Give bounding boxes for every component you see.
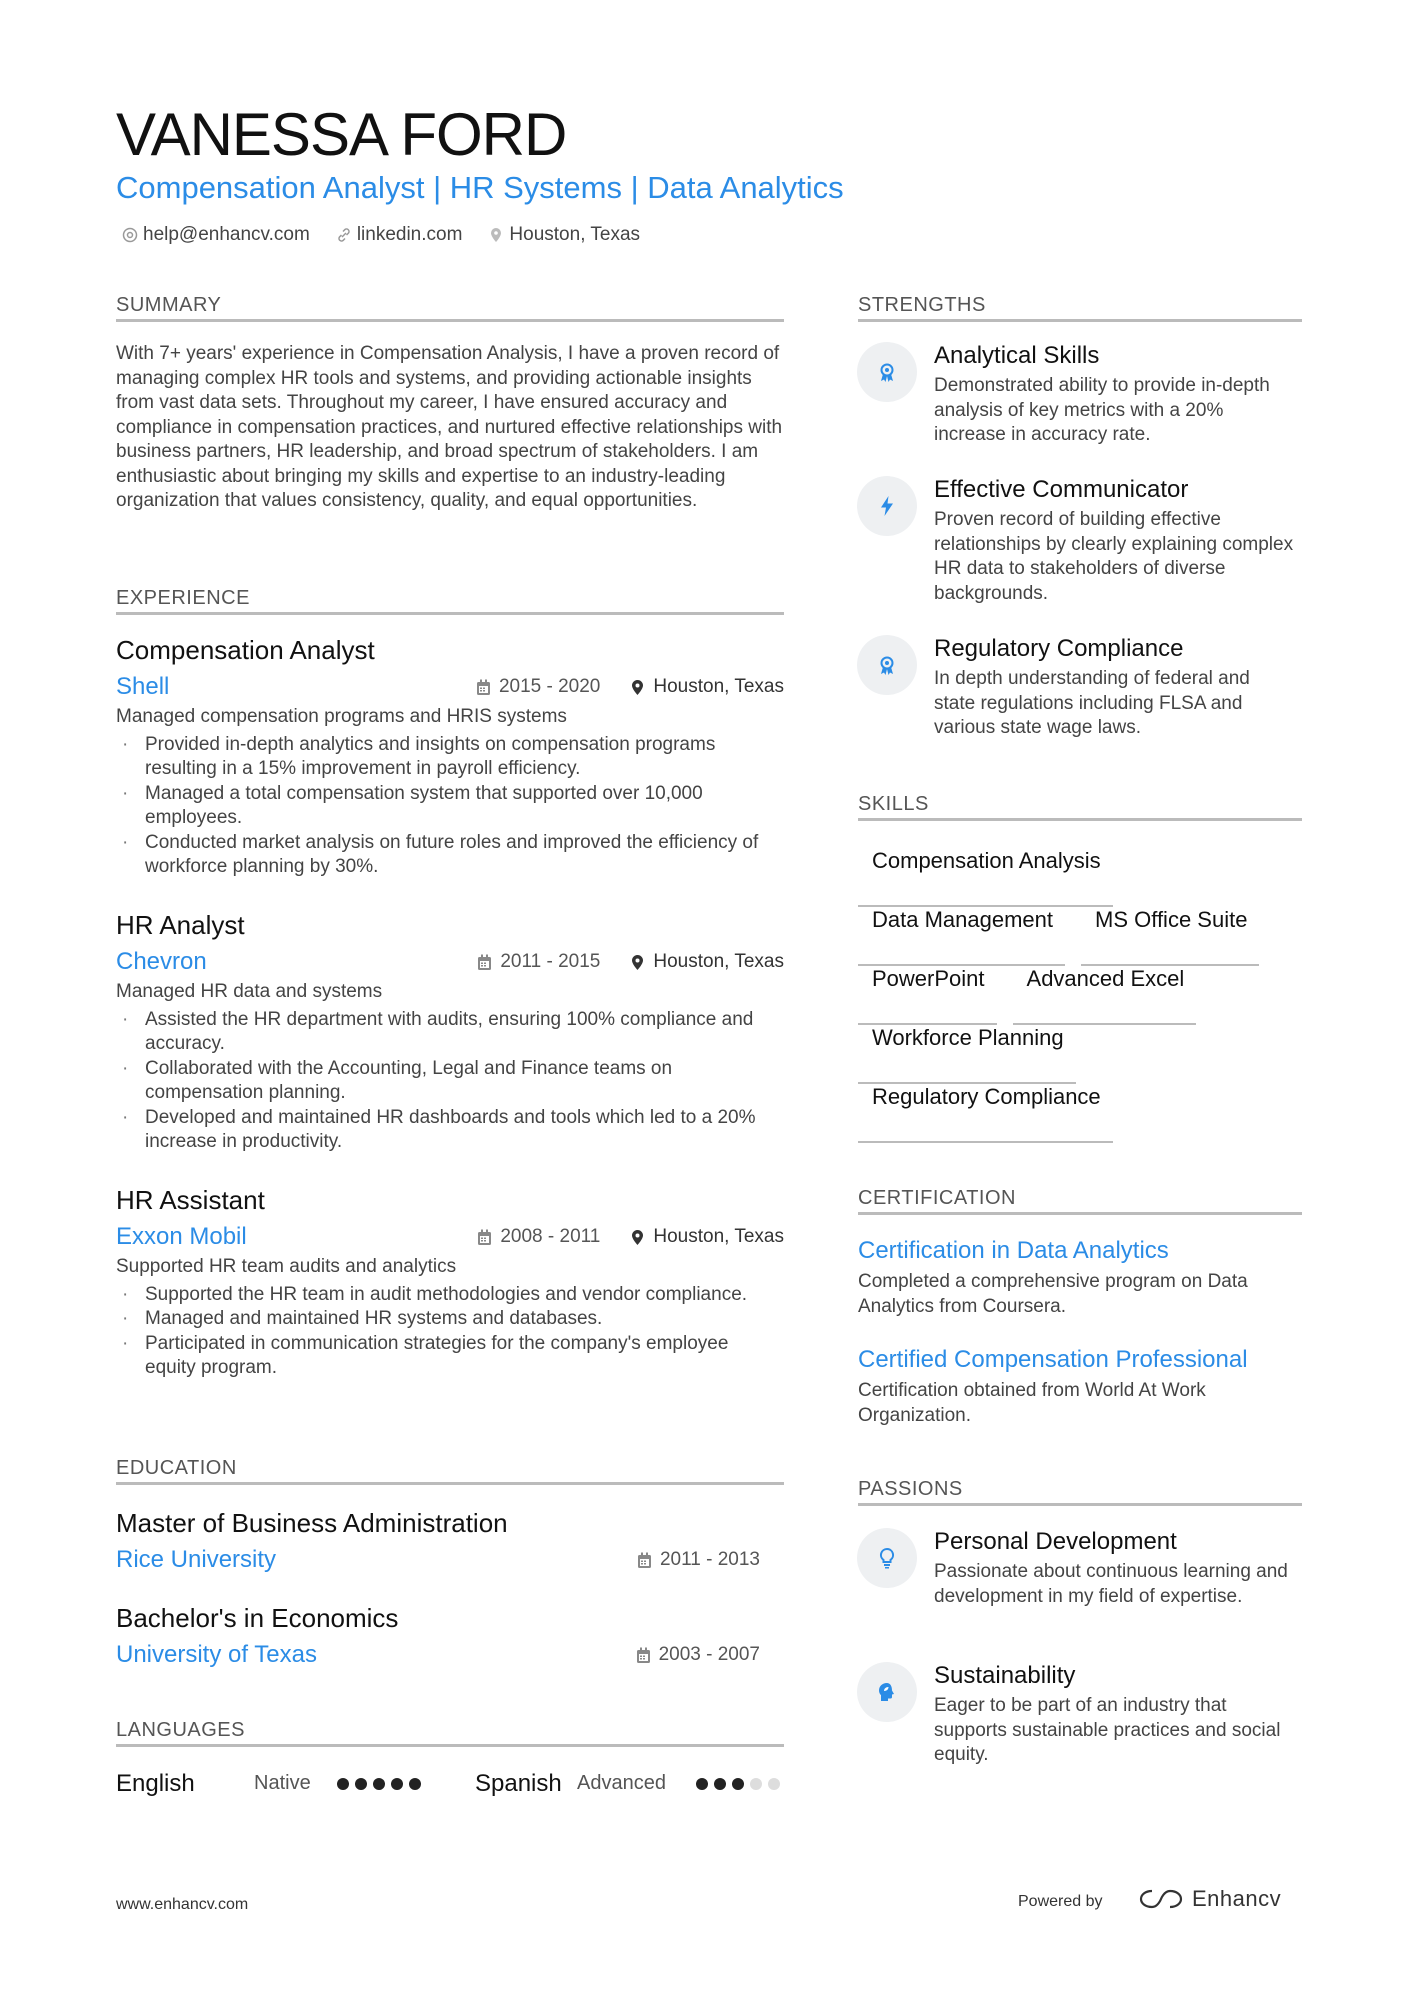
location-pin-icon [630,954,645,971]
list-item: · Assisted the HR department with audits, ensuring 100% compliance and accuracy. [116,1008,784,1057]
job-description: Managed HR data and systems [116,981,383,1002]
enhancv-logo-icon [1138,1886,1184,1912]
list-item: · Managed and maintained HR systems and databases. [116,1307,784,1332]
footer-website[interactable]: www.enhancv.com [116,1896,249,1913]
strength-text: In depth understanding of federal and state regulations including FLSA and various state wage laws. [934,668,1250,738]
language-name: Spanish [475,1770,562,1797]
job-company: Shell [116,673,170,700]
section-title-passions: PASSIONS [858,1478,1302,1506]
section-title-strengths: STRENGTHS [858,294,1302,322]
job-bullets [116,1008,784,1155]
lightbulb-icon [857,1528,917,1588]
footer-powered-by: Powered by [1018,1893,1103,1910]
link-icon [336,227,352,243]
passion-text: Eager to be part of an industry that supports sustainable practices and social equity. [934,1695,1281,1765]
strength-item [857,476,1302,606]
job-entry [116,635,784,880]
section-title-languages: LANGUAGES [116,1719,784,1747]
education-entry [116,1508,760,1575]
location-pin-icon [630,679,645,696]
passion-item [857,1528,1302,1609]
education-entry [116,1603,760,1670]
calendar-icon [476,679,491,696]
section-title-education: EDUCATION [116,1457,784,1485]
degree: Master of Business Administration [116,1508,508,1538]
job-entry [116,1185,784,1381]
skill-tag: Data Management [858,907,1065,966]
strength-title: Effective Communicator [934,476,1189,503]
proficiency-dot-filled [409,1778,421,1790]
job-role: HR Analyst [116,910,245,940]
job-role: HR Assistant [116,1185,265,1215]
list-item: · Conducted market analysis on future roles and improved the efficiency of workforce planning by 30%. [116,831,784,880]
proficiency-dot-filled [373,1778,385,1790]
passion-title: Personal Development [934,1528,1177,1555]
passion-text: Passionate about continuous learning and development in my field of expertise. [934,1561,1288,1607]
skill-tag: MS Office Suite [1081,907,1259,966]
enhancv-logo[interactable] [1138,1886,1281,1912]
at-icon [122,227,138,243]
list-item: · Participated in communication strategies for the company's employee equity program. [116,1332,784,1381]
skill-tag: Advanced Excel [1013,966,1197,1025]
proficiency-dot-filled [732,1778,744,1790]
proficiency-dot-filled [355,1778,367,1790]
school: Rice University [116,1546,277,1573]
location-text: Houston, Texas [509,224,641,245]
languages-row [116,1770,784,1800]
location-pin-icon [488,227,504,243]
section-title-certification: CERTIFICATION [858,1187,1302,1215]
proficiency-dot-filled [696,1778,708,1790]
contact-linkedin[interactable] [336,224,463,246]
calendar-icon [637,1552,652,1569]
language-proficiency-dots [337,1778,421,1790]
strength-title: Analytical Skills [934,342,1100,369]
proficiency-dot-empty [750,1778,762,1790]
job-location: Houston, Texas [630,676,784,698]
bolt-icon [857,476,917,536]
calendar-icon [477,954,492,971]
proficiency-dot-empty [768,1778,780,1790]
email-text: help@enhancv.com [143,224,310,245]
list-item: · Supported the HR team in audit methodologies and vendor compliance. [116,1283,784,1308]
certification-item [858,1346,1302,1428]
strength-text: Demonstrated ability to provide in-depth analysis of key metrics with a 20% increase in accuracy rate. [934,375,1270,445]
education-dates: 2003 - 2007 [636,1644,760,1666]
contact-location [488,224,640,246]
job-role: Compensation Analyst [116,635,375,665]
passion-title: Sustainability [934,1662,1076,1689]
proficiency-dot-filled [714,1778,726,1790]
section-title-skills: SKILLS [858,793,1302,821]
proficiency-dot-filled [337,1778,349,1790]
section-title-summary: SUMMARY [116,294,784,322]
job-dates: 2011 - 2015 [477,951,600,973]
language-level: Advanced [577,1772,666,1794]
proficiency-dot-filled [391,1778,403,1790]
language-proficiency-dots [696,1778,780,1790]
job-company: Chevron [116,948,207,975]
job-entry [116,910,784,1155]
language-name: English [116,1770,195,1797]
skill-tag: Workforce Planning [858,1025,1076,1084]
head-leaf-icon [857,1662,917,1722]
language-level: Native [254,1772,311,1794]
section-title-experience: EXPERIENCE [116,587,784,615]
skill-tag: Regulatory Compliance [858,1084,1113,1143]
job-location: Houston, Texas [630,951,784,973]
summary-text: With 7+ years' experience in Compensation Analysis, I have a proven record of managing complex HR tools and systems, and providing actionable insights from vast data sets. Throughout my career, I have ensured accuracy and compliance in compensation practices, and nurtured effective relationships with business partners, HR leadership, and broad spectrum of stakeholders. I am enthusiastic about bringing my skills and expertise to an industry-leading organization that values consistency, quality, and equal opportunities. [116,343,783,511]
school: University of Texas [116,1641,317,1668]
strength-item [857,342,1302,448]
award-icon [857,635,917,695]
job-description: Supported HR team audits and analytics [116,1256,457,1277]
job-location: Houston, Texas [630,1226,784,1248]
location-pin-icon [630,1229,645,1246]
job-dates: 2008 - 2011 [477,1226,600,1248]
job-dates: 2015 - 2020 [476,676,600,698]
job-bullets [116,1283,784,1381]
candidate-name: VANESSA FORD [116,101,567,168]
contact-email[interactable] [122,224,310,246]
skill-tag: Compensation Analysis [858,848,1113,907]
certification-text: Certification obtained from World At Work Organization. [858,1380,1206,1426]
list-item: · Developed and maintained HR dashboards and tools which led to a 20% increase in productivity. [116,1106,784,1155]
job-company: Exxon Mobil [116,1223,247,1250]
list-item: · Managed a total compensation system that supported over 10,000 employees. [116,782,784,831]
certification-title: Certified Compensation Professional [858,1346,1248,1373]
job-bullets [116,733,784,880]
award-icon [857,342,917,402]
skills-list [858,848,1302,1143]
certification-text: Completed a comprehensive program on Data Analytics from Coursera. [858,1271,1248,1317]
contact-bar [122,224,640,246]
linkedin-text: linkedin.com [356,224,463,245]
calendar-icon [477,1229,492,1246]
certification-title: Certification in Data Analytics [858,1237,1169,1264]
job-description: Managed compensation programs and HRIS systems [116,706,567,727]
strength-title: Regulatory Compliance [934,635,1184,662]
certification-item [858,1237,1302,1319]
headline: Compensation Analyst | HR Systems | Data Analytics [116,170,844,205]
list-item: · Collaborated with the Accounting, Legal and Finance teams on compensation planning. [116,1057,784,1106]
passion-item [857,1662,1302,1768]
strength-item [857,635,1302,741]
skill-tag: PowerPoint [858,966,997,1025]
degree: Bachelor's in Economics [116,1603,399,1633]
strength-text: Proven record of building effective relationships by clearly explaining complex HR data to stakeholders of diverse backgrounds. [934,509,1294,604]
education-dates: 2011 - 2013 [637,1549,760,1571]
brand-name: Enhancv [1192,1886,1282,1911]
list-item: · Provided in-depth analytics and insights on compensation programs resulting in a 15% improvement in payroll efficiency. [116,733,784,782]
calendar-icon [636,1647,651,1664]
